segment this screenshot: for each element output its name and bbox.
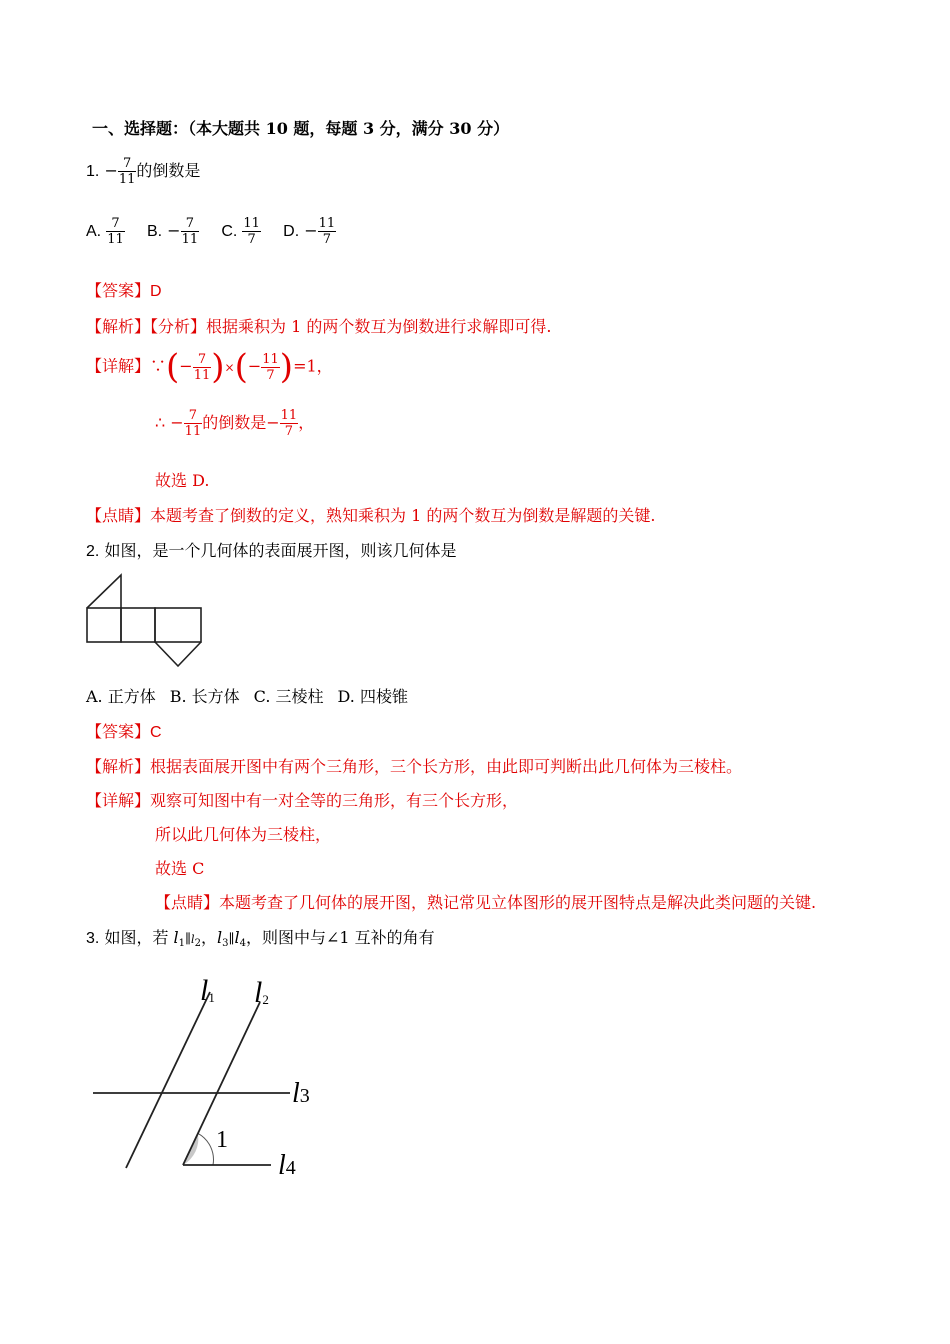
label-angle-1: 1 xyxy=(216,1127,228,1153)
question-2-options xyxy=(86,684,408,707)
section-title: 一、选择题：（本大题共 10 题，每题 3 分，满分 30 分） xyxy=(92,119,510,138)
option-b[interactable]: B. 长方体 xyxy=(169,687,240,706)
q1-detail: 【详解】∵(− $\frac{7}{11}$ )×(− $\frac{11}{7}$ )=1， xyxy=(86,347,333,387)
q2-analysis: 【解析】根据表面展开图中有两个三角形，三个长方形，由此即可判断出此几何体为三棱柱。 xyxy=(86,757,743,776)
parallel-lines-figure xyxy=(88,972,348,1192)
option-a[interactable]: A. $\frac{7}{11}$ xyxy=(86,216,124,247)
stem-text: 的倒数是 xyxy=(136,161,201,180)
net-triangle-top xyxy=(87,575,121,608)
minus-sign: − xyxy=(104,161,118,180)
q2-remark: 【点睛】本题考查了几何体的展开图，熟记常见立体图形的展开图特点是解决此类问题的关键. xyxy=(155,893,817,912)
label-l1: l1 xyxy=(200,974,215,1007)
option-a[interactable]: A. 正方体 xyxy=(86,687,156,706)
fraction: $\frac{7}{11}$ xyxy=(118,156,136,187)
label-l2: l2 xyxy=(254,976,269,1009)
question-1-stem xyxy=(86,156,200,187)
option-d[interactable]: D. − $\frac{11}{7}$ xyxy=(283,216,336,247)
net-rect-1 xyxy=(87,608,121,642)
question-number: 1. xyxy=(86,163,100,180)
q2-detail-3: 故选 C xyxy=(155,859,205,878)
label-l3: l3 xyxy=(292,1078,310,1109)
q1-answer: 【答案】D xyxy=(86,281,162,300)
q2-detail: 【详解】观察可知图中有一对全等的三角形，有三个长方形， xyxy=(86,791,519,810)
prism-net-figure xyxy=(84,572,214,672)
q1-detail-therefore: ∴ − $\frac{7}{11}$ 的倒数是− $\frac{11}{7}$ ， xyxy=(155,408,315,439)
net-triangle-bottom xyxy=(155,642,201,666)
q2-detail-2: 所以此几何体为三棱柱， xyxy=(155,825,332,844)
question-3-stem: 3. 如图，若 $l_1\parallel l_2$，$l_3\parallel l_4$，则图中与∠1 互补的角有 xyxy=(86,928,435,949)
net-rect-2 xyxy=(121,608,155,642)
option-c[interactable]: C. $\frac{11}{7}$ xyxy=(221,216,260,247)
option-c[interactable]: C. 三棱柱 xyxy=(253,687,324,706)
question-1-options xyxy=(86,216,336,247)
question-2-stem: 2. 如图，是一个几何体的表面展开图，则该几何体是 xyxy=(86,541,457,560)
option-d[interactable]: D. 四棱锥 xyxy=(337,687,408,706)
q1-remark: 【点睛】本题考查了倒数的定义，熟知乘积为 1 的两个数互为倒数是解题的关键. xyxy=(86,506,656,525)
q1-analysis: 【解析】【分析】根据乘积为 1 的两个数互为倒数进行求解即可得. xyxy=(86,317,552,336)
q1-choose: 故选 D. xyxy=(155,471,210,490)
option-b[interactable]: B. − $\frac{7}{11}$ xyxy=(146,216,199,247)
angle-1-arc xyxy=(198,1133,214,1165)
label-l4: l4 xyxy=(278,1150,296,1181)
net-rect-3 xyxy=(155,608,201,642)
q2-answer: 【答案】C xyxy=(86,722,162,741)
